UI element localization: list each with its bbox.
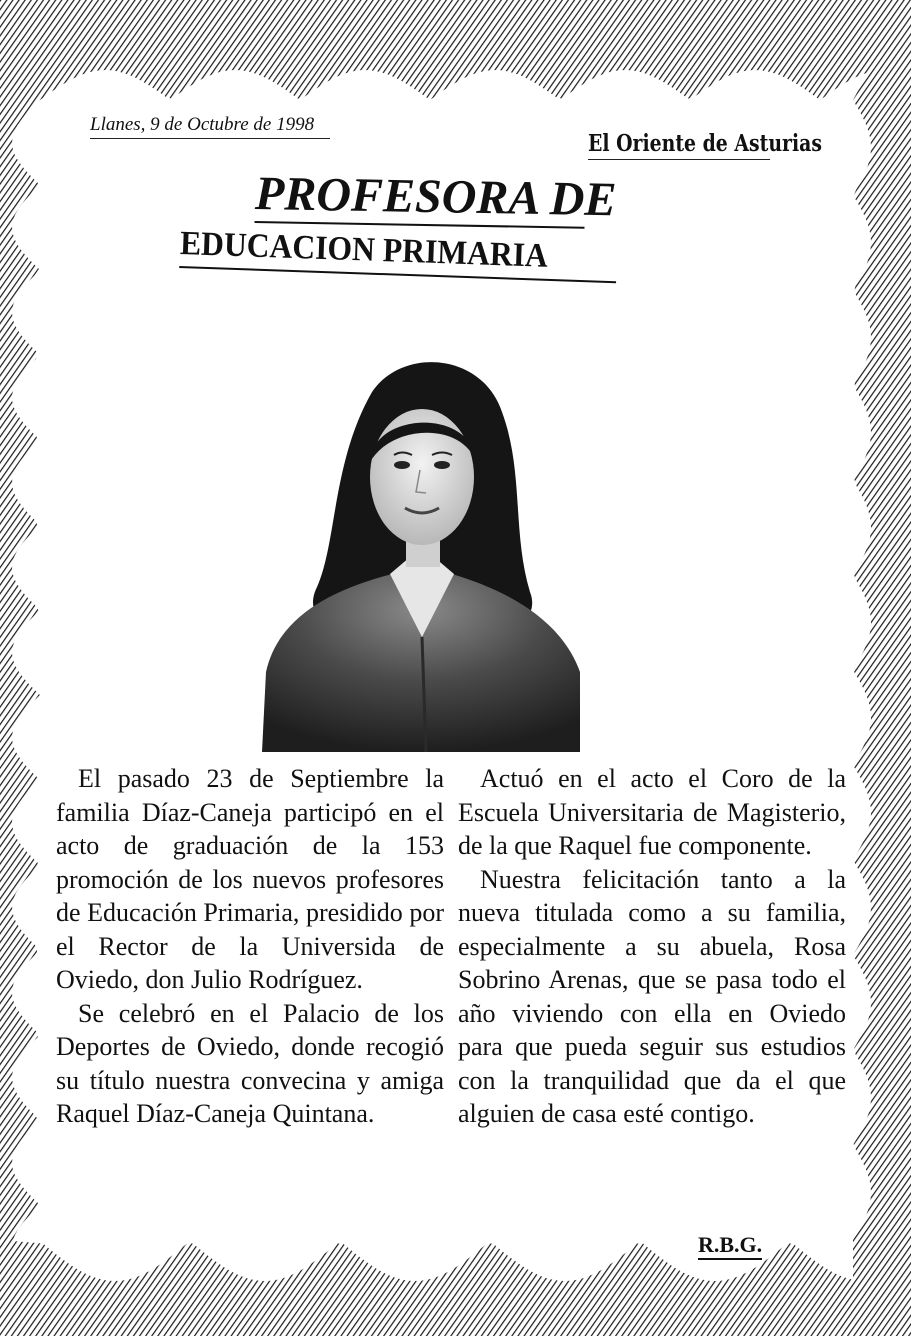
article-paragraph: Se celebró en el Palacio de los Deportes de Oviedo, donde recogió su título nuestra convecina y amiga Raquel Díaz-Caneja Quintana. (56, 998, 444, 1128)
portrait-photo-icon (262, 352, 580, 752)
article-column-left (56, 762, 444, 1131)
author-signature: R.B.G. (698, 1232, 762, 1260)
article-column-right (458, 762, 846, 1131)
headline-line-2: EDUCACION PRIMARIA (179, 222, 617, 283)
dateline: Llanes, 9 de Octubre de 1998 (90, 114, 330, 139)
article-paragraph: Actuó en el acto el Coro de la Escuela Universitaria de Magisterio, de la que Raquel fue componente. (458, 764, 846, 860)
article-paragraph: El pasado 23 de Septiembre la familia Díaz-Caneja participó en el acto de graduación de la 153 promoción de los nuevos profesores de Educación Primaria, presidido por el Rector de la Universida de Oviedo, don Julio Rodríguez. (56, 764, 444, 994)
newspaper-masthead: El Oriente de Asturias (588, 130, 770, 160)
headline-line-1: PROFESORA DE (255, 168, 586, 229)
article-paragraph: Nuestra felicitación tanto a la nueva titulada como a su familia, especialmente a su abuela, Rosa Sobrino Arenas, que se pasa todo el año viviendo con ella en Oviedo para que pueda seguir sus estudios con la tranquilidad que da el que alguien de casa esté contigo. (458, 864, 846, 1128)
